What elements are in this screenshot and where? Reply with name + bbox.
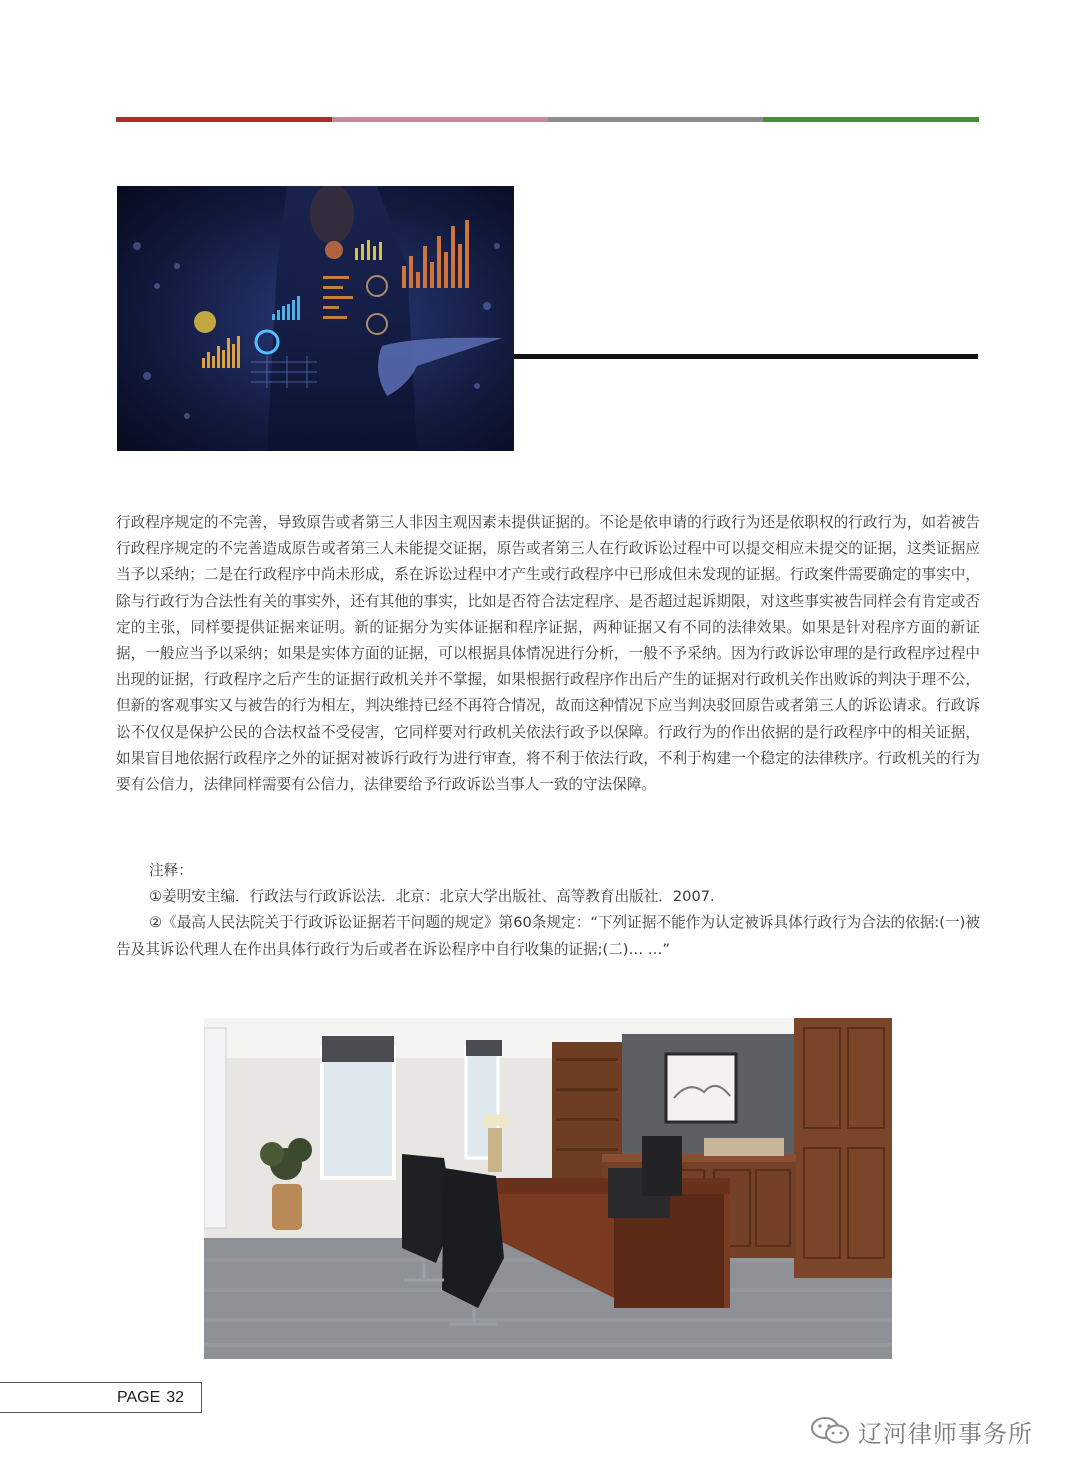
page-number-box	[0, 1382, 202, 1413]
bar-segment-pink	[332, 117, 548, 122]
footnotes-label: 注释：	[149, 862, 193, 879]
footnote-2: ②《最高人民法院关于行政诉讼证据若干问题的规定》第60条规定：“下列证据不能作为认定被诉具体行政行为合法的依据:(一)被告及其诉讼代理人在作出具体行政行为后或者在诉讼程序中自行收集的证据;(二)… …”	[116, 914, 980, 958]
bar-segment-gray	[548, 117, 764, 122]
bar-segment-green	[763, 117, 979, 122]
page-number: 32	[166, 1388, 185, 1406]
body-paragraph: 行政程序规定的不完善，导致原告或者第三人非因主观因素未提供证据的。不论是依申请的行政行为还是依职权的行政行为，如若被告行政程序规定的不完善造成原告或者第三人未能提交证据，原告或者第三人在行政诉讼过程中可以提交相应未提交的证据，这类证据应当予以采纳；二是在行政程序中尚未形成，系在诉讼过程中才产生或行政程序中已形成但未发现的证据。行政案件需要确定的事实中，除与行政行为合法性有关的事实外，还有其他的事实，比如是否符合法定程序、是否超过起诉期限，对这些事实被告同样会有肯定或否定的主张，同样要提供证据来证明。新的证据分为实体证据和程序证据，两种证据又有不同的法律效果。如果是针对程序方面的新证据，一般应当予以采纳；如果是实体方面的证据，可以根据具体情况进行分析，一般不予采纳。因为行政诉讼审理的是行政程序过程中出现的证据，行政程序之后产生的证据行政机关并不掌握，如果根据行政程序作出后产生的证据对行政机关作出败诉的判决于理不公，但新的客观事实又与被告的行为相左，判决维持已经不再符合情况，故而这种情况下应当判决驳回原告或者第三人的诉讼请求。行政诉讼不仅仅是保护公民的合法权益不受侵害，它同样要对行政机关依法行政予以保障。行政行为的作出依据的是行政程序中的相关证据，如果盲目地依据行政程序之外的证据对被诉行政行为进行审查，将不利于依法行政，不利于构建一个稳定的法律秩序。行政机关的行为要有公信力，法律同样需要有公信力，法律要给予行政诉讼当事人一致的守法保障。	[116, 514, 980, 794]
hero-image-data-dashboard	[117, 186, 514, 451]
footnotes	[116, 858, 980, 963]
header-color-bar	[116, 117, 979, 122]
wechat-icon	[810, 1416, 850, 1446]
section-divider-bar	[514, 354, 978, 359]
source-watermark	[810, 1414, 1033, 1448]
watermark-text: 辽河律师事务所	[858, 1419, 1033, 1448]
footnote-1: ①姜明安主编．行政法与行政诉讼法．北京：北京大学出版社、高等教育出版社．2007.	[149, 888, 715, 906]
page-label: PAGE	[117, 1388, 161, 1406]
bar-segment-red	[116, 117, 332, 122]
office-photo	[204, 1018, 892, 1359]
